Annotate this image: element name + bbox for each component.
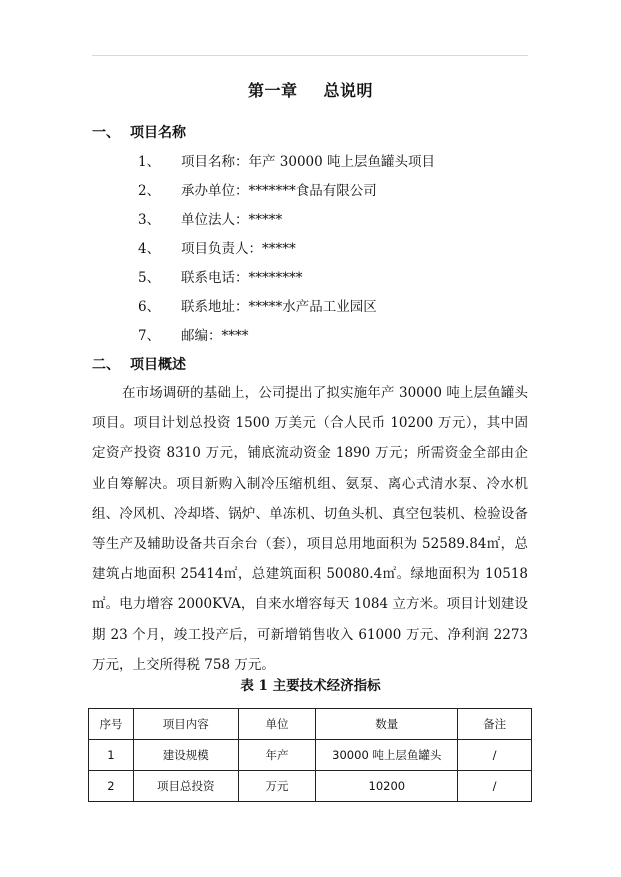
- list-text: 项目名称：年产 30000 吨上层鱼罐头项目: [181, 154, 436, 170]
- list-index: 2、: [138, 183, 161, 199]
- section-title: 项目名称: [130, 125, 186, 141]
- list-index: 7、: [138, 328, 161, 344]
- chapter-number: 第一章: [247, 81, 298, 100]
- list-index: 3、: [138, 212, 161, 228]
- section-heading-2: [92, 354, 186, 374]
- table-row: [89, 740, 532, 771]
- list-text: 联系电话：********: [181, 270, 303, 286]
- list-item: [138, 208, 282, 228]
- table-cell: /: [458, 771, 532, 802]
- list-text: 项目负责人：*****: [181, 241, 296, 257]
- table-header-cell: 备注: [458, 709, 532, 740]
- table-header-row: [89, 709, 532, 740]
- table-header-cell: 单位: [238, 709, 316, 740]
- section-heading-1: [92, 122, 186, 142]
- overview-paragraph: 在市场调研的基础上，公司提出了拟实施年产 30000 吨上层鱼罐头项目。项目计划总投资 1500 万美元（合人民币 10200 万元），其中固定资产投资 8310 万元，铺底流动资金 1890 万元；所需资金全部由企业自筹解决。项目新购入制冷压缩机组、氨泵、离心式清水泵、冷水机组、冷风机、冷却塔、锅炉、单冻机、切鱼头机、真空包装机、检验设备等生产及辅助设备共百余台（套），项目总用地面积为 52589.84㎡，总建筑占地面积 25414㎡，总建筑面积 50080.4㎡。绿地面积为 10518㎡。电力增容 2000KVA，自来水增容每天 1084 立方米。项目计划建设期 23 个月，竣工投产后，可新增销售收入 61000 万元、净利润 2273 万元，上交所得税 758 万元。: [92, 385, 528, 673]
- list-index: 1、: [138, 154, 161, 170]
- table-row: [89, 771, 532, 802]
- table-cell: 项目总投资: [133, 771, 238, 802]
- table-cell: 30000 吨上层鱼罐头: [316, 740, 458, 771]
- table-cell: /: [458, 740, 532, 771]
- list-item: [138, 324, 249, 344]
- table-cell: 10200: [316, 771, 458, 802]
- table-cell: 年产: [238, 740, 316, 771]
- list-text: 承办单位：*******食品有限公司: [181, 183, 377, 199]
- list-index: 4、: [138, 241, 161, 257]
- list-item: [138, 295, 377, 315]
- table-cell: 1: [89, 740, 134, 771]
- section-number: 一、: [92, 125, 120, 141]
- table-header-cell: 项目内容: [133, 709, 238, 740]
- table-caption: 表 1 主要技术经济指标: [240, 678, 381, 694]
- list-index: 5、: [138, 270, 161, 286]
- list-item: [138, 150, 435, 170]
- section-number: 二、: [92, 357, 120, 373]
- list-item: [138, 179, 377, 199]
- list-item: [138, 237, 296, 257]
- table-cell: 2: [89, 771, 134, 802]
- table-cell: 建设规模: [133, 740, 238, 771]
- chapter-name: 总说明: [323, 81, 374, 100]
- header-rule: [92, 55, 528, 56]
- indicator-table: [88, 708, 532, 802]
- section-title: 项目概述: [130, 357, 186, 373]
- chapter-title: [0, 78, 621, 101]
- list-text: 单位法人：*****: [181, 212, 283, 228]
- list-text: 联系地址：*****水产品工业园区: [181, 299, 377, 315]
- list-text: 邮编：****: [181, 328, 249, 344]
- list-index: 6、: [138, 299, 161, 315]
- list-item: [138, 266, 303, 286]
- table-header-cell: 序号: [89, 709, 134, 740]
- table-cell: 万元: [238, 771, 316, 802]
- table-header-cell: 数量: [316, 709, 458, 740]
